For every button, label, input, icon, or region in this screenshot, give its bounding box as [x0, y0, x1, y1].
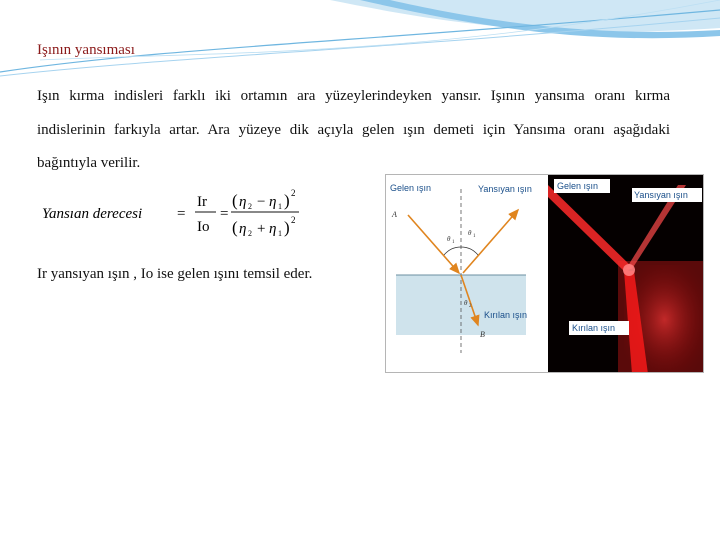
num-sub2: 2 — [248, 202, 252, 211]
num-paren-open: ( — [232, 191, 238, 210]
formula-numerator — [232, 188, 296, 211]
photo-incident-label: Gelen ışın — [557, 181, 599, 191]
intro-paragraph-text: Işın kırma indisleri farklı iki ortamın ara yüzeylerindeyken yansır. Işının yansıma oranı kırma indislerinin farkıyla artar. Ara yüzeye dik açıyla gelen ışın demeti için Yansıma oranı aşağıdaki bağıntıyla verilir. — [37, 88, 670, 171]
theta1-subscript: 1 — [452, 240, 455, 245]
point-b-label: B — [480, 330, 485, 339]
den-power: 2 — [291, 215, 296, 225]
formula-io: Io — [197, 219, 210, 235]
laser-photo — [548, 175, 704, 373]
den-paren-close: ) — [284, 218, 290, 237]
num-power: 2 — [291, 188, 296, 198]
formula-ir: Ir — [197, 194, 207, 210]
ray-diagram — [386, 175, 548, 373]
den-paren-open: ( — [232, 218, 238, 237]
formula-note: Ir yansıyan ışın , Io ise gelen ışını temsil eder. — [37, 266, 313, 282]
intro-paragraph — [37, 80, 670, 181]
theta2-subscript: 2 — [469, 304, 472, 309]
reflection-formula — [40, 186, 320, 242]
slide-title: Işının yansıması — [37, 42, 135, 58]
reflection-figure — [385, 174, 704, 373]
den-eta2: η — [239, 221, 247, 237]
den-sub2: 2 — [248, 229, 252, 238]
diagram-refracted-label: Kırılan ışın — [484, 310, 528, 320]
point-a-label: A — [392, 210, 397, 219]
formula-equals-2: = — [220, 206, 229, 222]
num-sub1: 1 — [278, 202, 282, 211]
theta1r-label: θ — [468, 229, 472, 237]
formula-equals: = — [177, 206, 186, 222]
photo-refracted-label: Kırılan ışın — [572, 323, 616, 333]
theta2-label: θ — [464, 299, 468, 307]
den-eta1: η — [269, 221, 277, 237]
den-plus: + — [257, 221, 266, 237]
num-eta1: η — [269, 194, 277, 210]
diagram-incident-label: Gelen ışın — [390, 183, 432, 193]
theta1r-subscript: 1 — [473, 234, 476, 239]
diagram-reflected-label: Yansıyan ışın — [478, 184, 532, 194]
formula-denominator — [232, 215, 296, 238]
num-eta2: η — [239, 194, 247, 210]
formula-lhs: Yansıan derecesi — [42, 206, 143, 222]
theta1-label: θ — [447, 235, 451, 243]
num-minus: − — [257, 194, 266, 210]
num-paren-close: ) — [284, 191, 290, 210]
header-swoosh-decoration — [0, 0, 720, 80]
photo-reflected-label: Yansıyan ışın — [634, 190, 688, 200]
den-sub1: 1 — [278, 229, 282, 238]
